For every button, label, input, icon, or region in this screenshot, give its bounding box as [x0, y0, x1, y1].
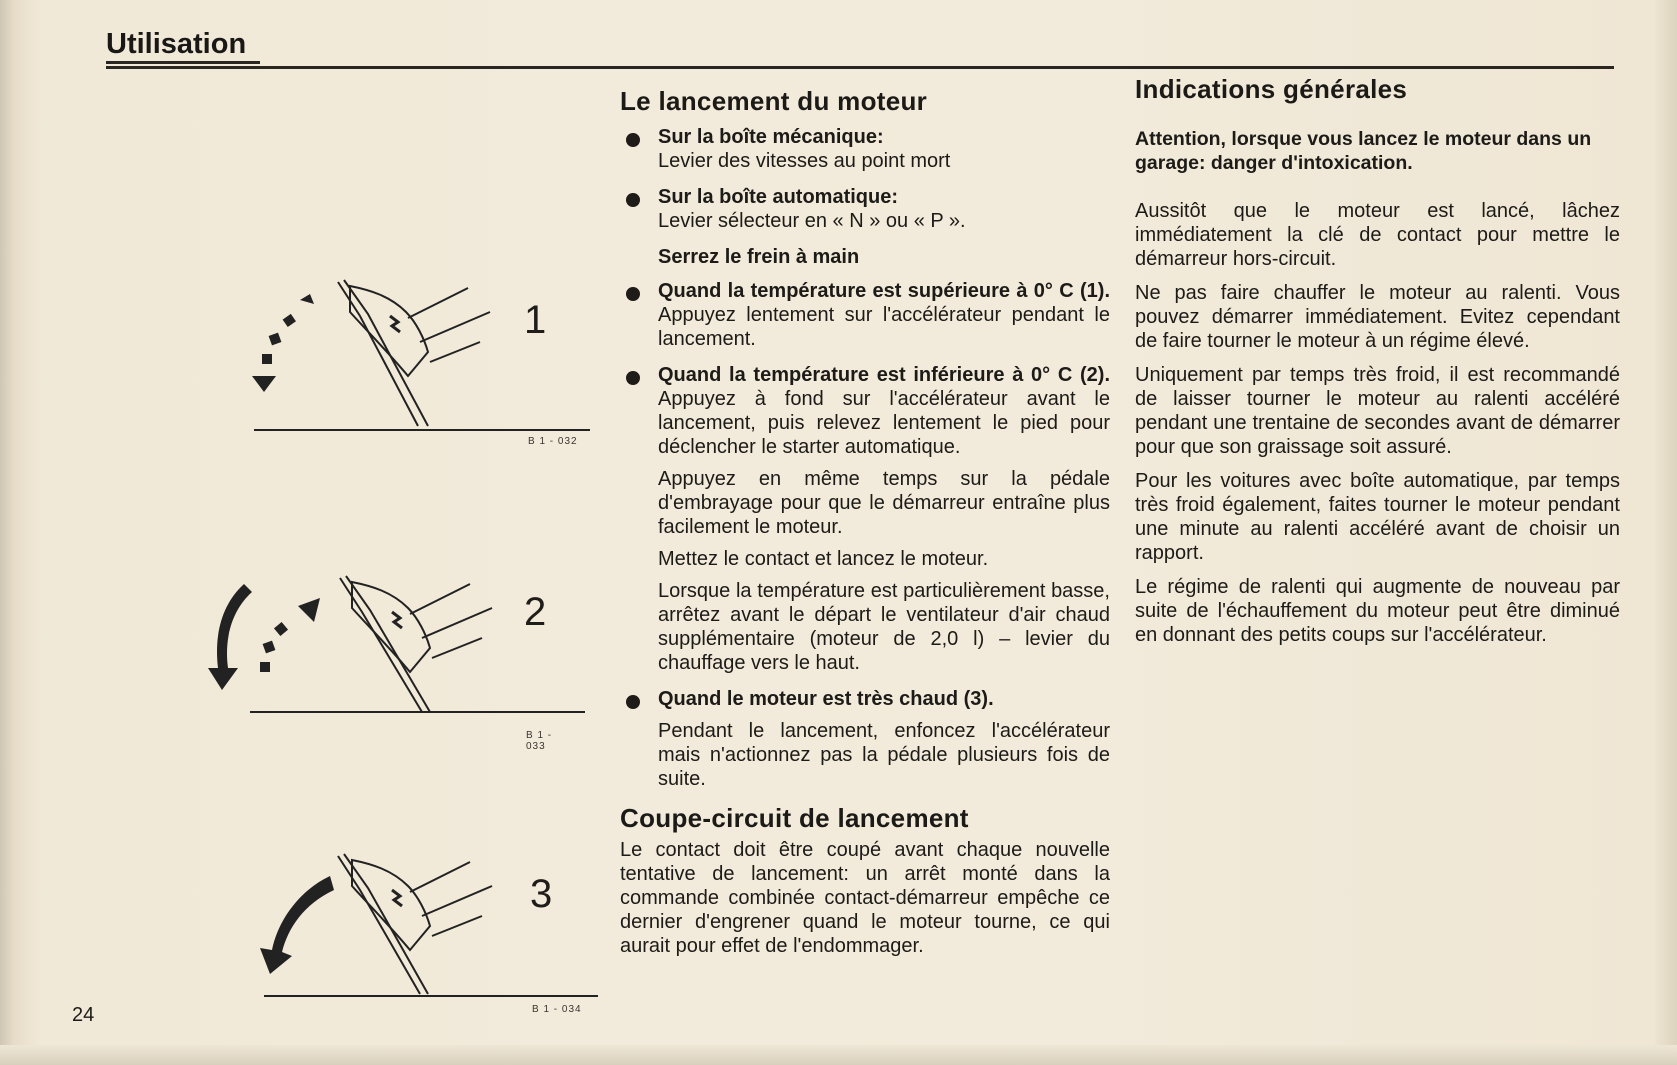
column-middle — [620, 86, 1110, 958]
figure-reference: B 1 - 032 — [528, 436, 578, 447]
item-text: Appuyez lentement sur l'accélérateur pendant le lancement. — [658, 304, 1110, 350]
list-item — [620, 363, 1110, 675]
figure-number: 2 — [524, 590, 547, 634]
item-paragraph: Appuyez en même temps sur la pédale d'embrayage pour que le démarreur entraîne plus facilement le moteur. — [658, 468, 1110, 538]
arrow-down-dashed-icon — [252, 294, 314, 392]
paragraph: Ne pas faire chauffer le moteur au ralenti. Vous pouvez démarrer immédiatement. Evitez cependant de faire tourner le moteur à un régime élevé. — [1135, 282, 1620, 352]
list-item — [620, 279, 1110, 351]
paragraph: Le régime de ralenti qui augmente de nouveau par suite de l'échauffement du moteur peut être diminué en donnant des petits coups sur l'accélérateur. — [1135, 576, 1620, 646]
item-paragraph: Lorsque la température est particulièrement basse, arrêtez avant le départ le ventilateur d'air chaud supplémentaire (moteur de 2,0 l) – levier du chauffage vers le haut. — [658, 580, 1110, 674]
section-title: Le lancement du moteur — [620, 86, 928, 116]
page-number: 24 — [72, 1004, 95, 1026]
column-right — [1135, 74, 1620, 657]
pedal-illustration-3 — [248, 848, 608, 1008]
bullet-icon — [626, 133, 640, 147]
figure-number: 1 — [524, 298, 547, 342]
arrow-up-dashed-icon — [260, 598, 320, 672]
item-text: Pendant le lancement, enfoncez l'accélérateur mais n'actionnez pas la pédale plusieurs fois de suite. — [658, 720, 1110, 790]
figure-2 — [200, 570, 560, 760]
header-rule — [106, 66, 1614, 69]
item-text: Levier sélecteur en « N » ou « P ». — [658, 210, 966, 232]
list-item — [620, 687, 1110, 791]
section-title: Indications générales — [1135, 74, 1408, 104]
item-bold: Quand la température est supérieure à 0° C (1). — [658, 280, 1110, 302]
page-edge — [1655, 0, 1677, 1065]
header-underline — [106, 61, 260, 64]
paragraph: Aussitôt que le moteur est lancé, lâchez immédiatement la clé de contact pour mettre le démarreur hors-circuit. — [1135, 200, 1620, 270]
figure-3 — [248, 848, 608, 1038]
page-edge-bottom — [0, 1045, 1677, 1065]
figure-reference: B 1 - 033 — [526, 730, 553, 752]
item-bold: Quand le moteur est très chaud (3). — [658, 688, 994, 710]
figure-reference: B 1 - 034 — [532, 1004, 582, 1015]
arrow-down-curved-icon — [260, 876, 334, 974]
bullet-icon — [626, 193, 640, 207]
arrow-down-curved-icon — [208, 584, 252, 690]
section-title: Coupe-circuit de lancement — [620, 803, 969, 833]
handbrake-note: Serrez le frein à main — [658, 246, 860, 268]
section-text: Le contact doit être coupé avant chaque nouvelle tentative de lancement: un arrêt monté dans la commande combinée contact-démarreur empêche ce dernier d'engrener quand le moteur tourne, ce qui aurait pour effet de l'endommager. — [620, 839, 1110, 957]
warning-text: Attention, lorsque vous lancez le moteur dans un garage: danger d'intoxication. — [1135, 128, 1592, 174]
list-item — [620, 125, 1110, 173]
item-bold: Quand la température est inférieure à 0° C (2). — [658, 364, 1110, 386]
figure-number: 3 — [530, 872, 553, 916]
bullet-icon — [626, 371, 640, 385]
figure-1 — [240, 272, 600, 462]
page-header-title: Utilisation — [106, 28, 247, 60]
item-paragraph: Mettez le contact et lancez le moteur. — [658, 548, 989, 570]
paragraph: Pour les voitures avec boîte automatique, par temps très froid également, faites tourner le moteur pendant une minute au ralenti accéléré avant de choisir un rapport. — [1135, 470, 1620, 564]
list-item — [620, 185, 1110, 233]
item-text: Appuyez à fond sur l'accélérateur avant le lancement, puis relevez lentement le pied pour déclencher le starter automatique. — [658, 388, 1110, 458]
item-bold: Sur la boîte automatique: — [658, 186, 899, 208]
bullet-icon — [626, 287, 640, 301]
paragraph: Uniquement par temps très froid, il est recommandé de laisser tourner le moteur au ralenti accéléré pendant une trentaine de secondes avant de démarrer pour que son graissage soit assuré. — [1135, 364, 1620, 458]
bullet-icon — [626, 695, 640, 709]
item-bold: Sur la boîte mécanique: — [658, 126, 884, 148]
item-text: Levier des vitesses au point mort — [658, 150, 951, 172]
